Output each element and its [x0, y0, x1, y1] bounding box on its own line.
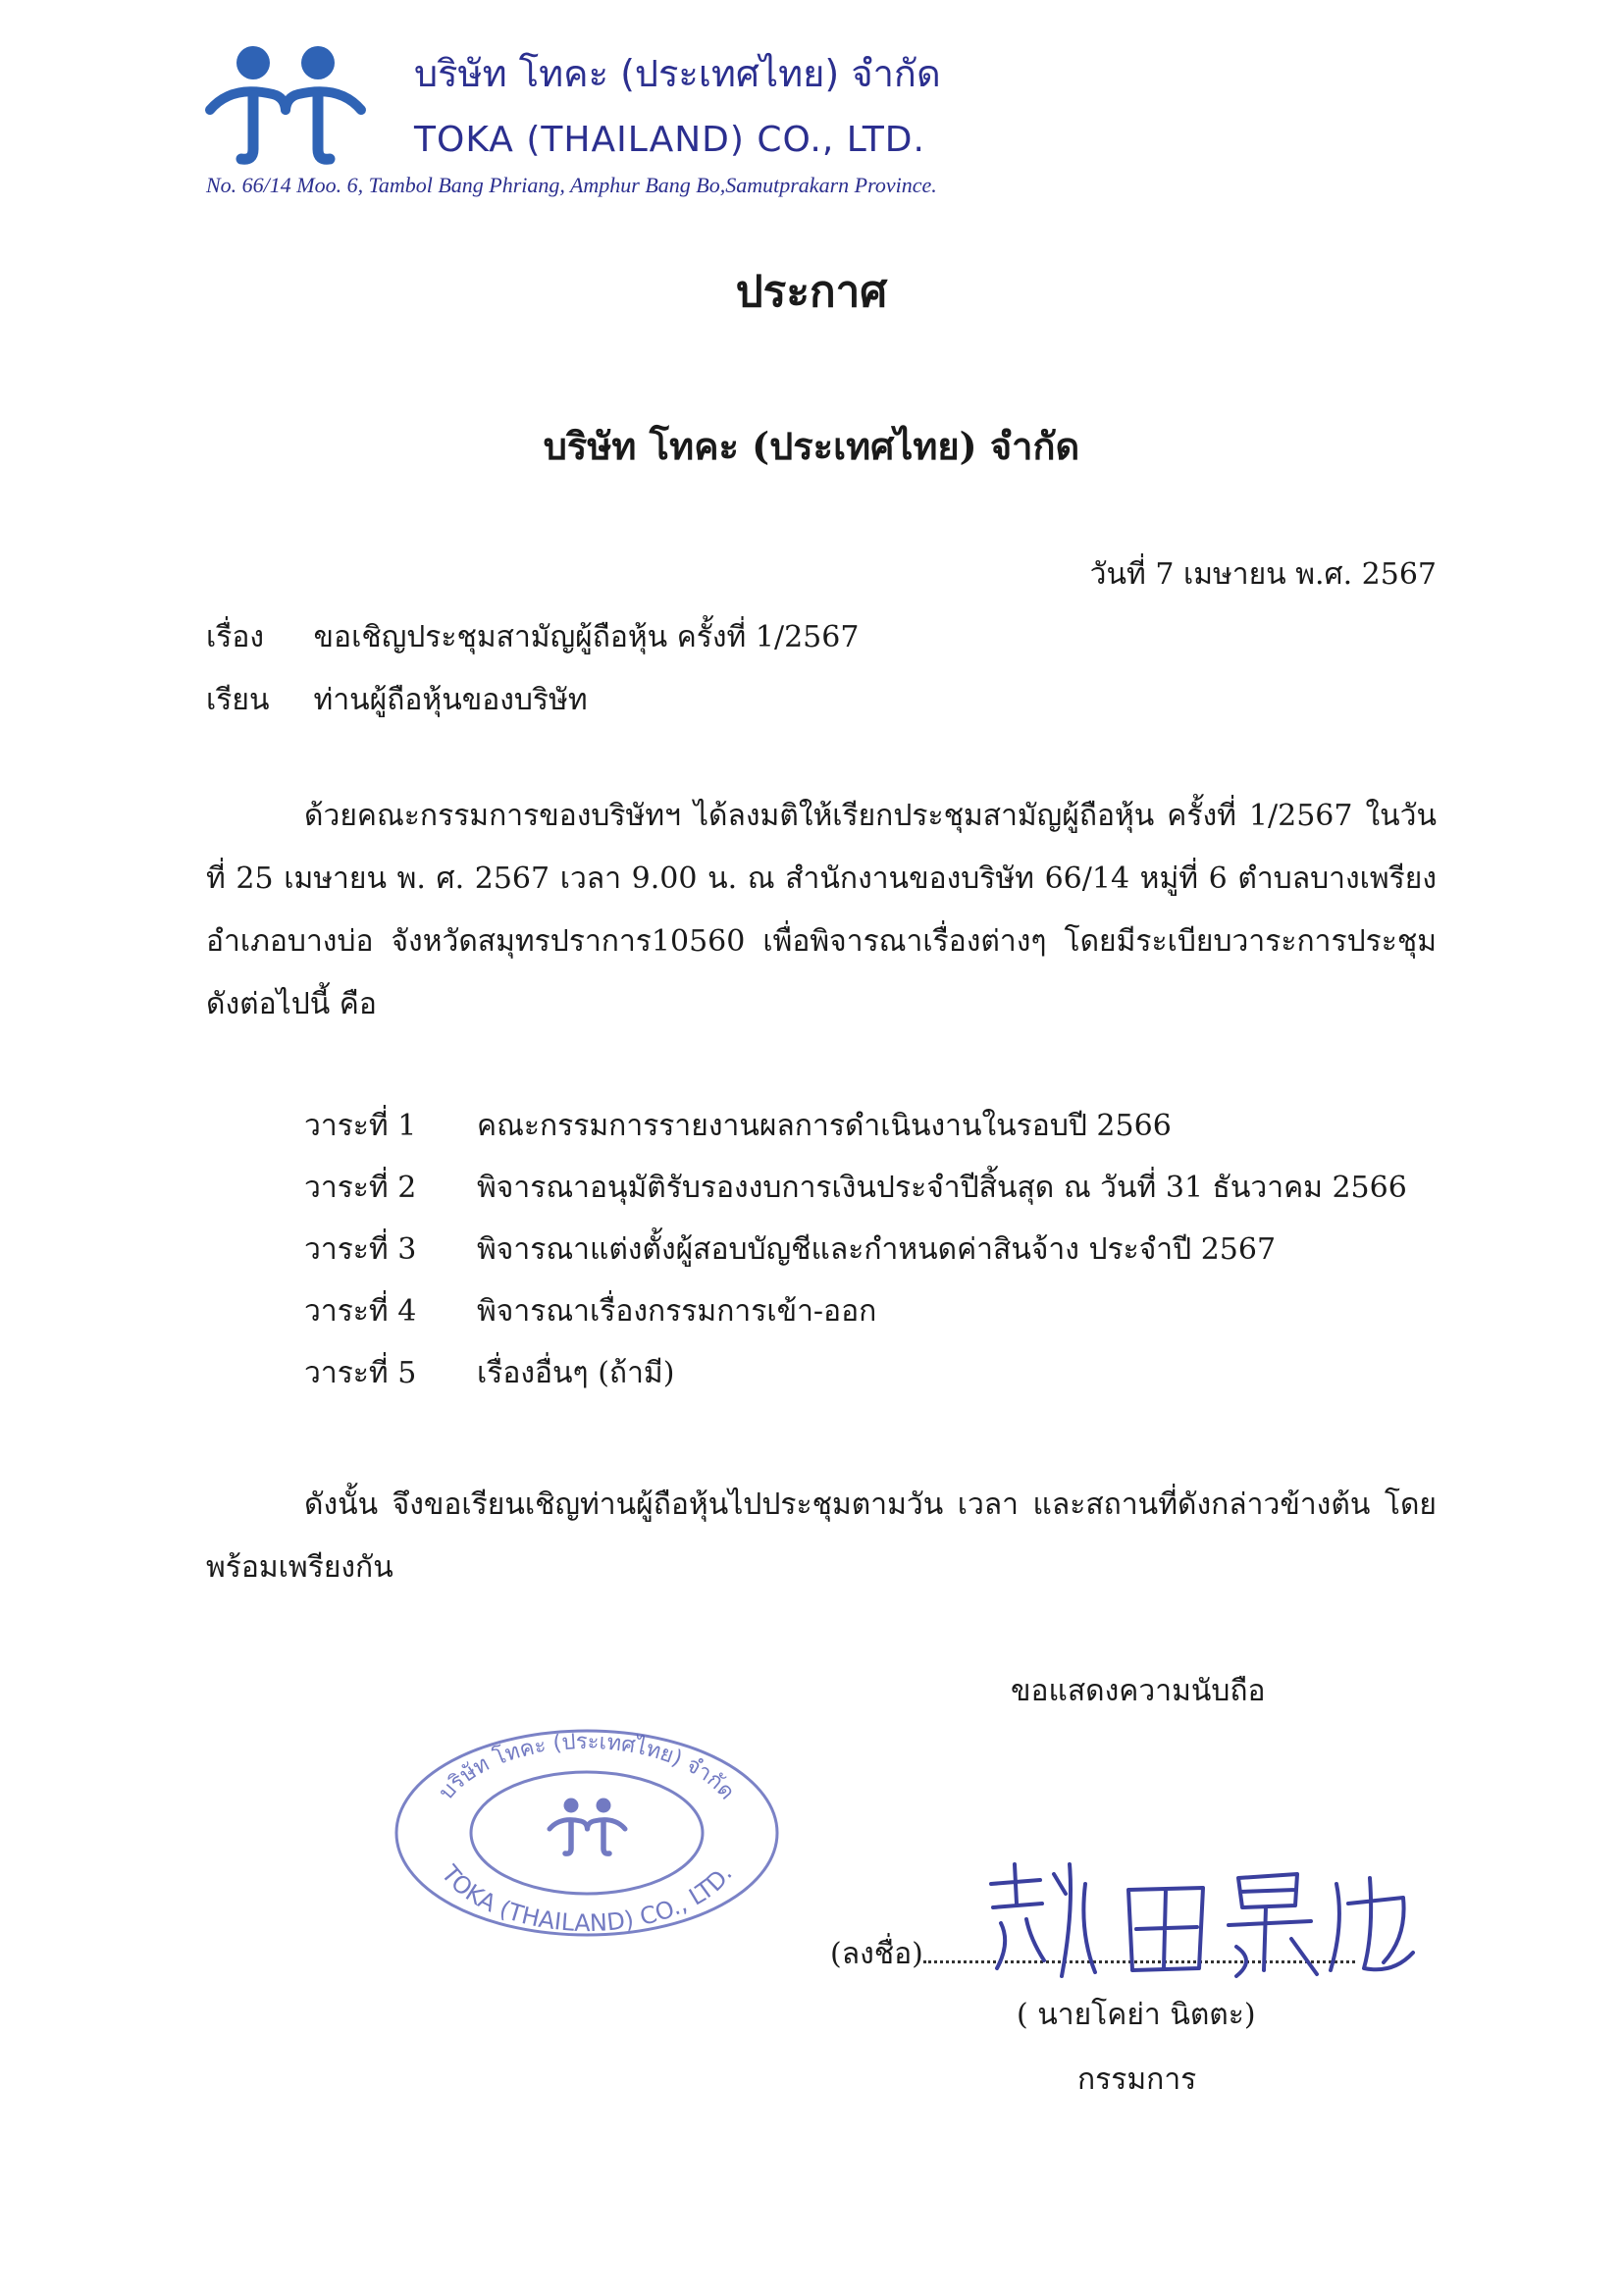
handwritten-signature-icon — [971, 1845, 1423, 1992]
stamp-bottom-text: TOKA (THAILAND) CO., LTD. — [436, 1859, 738, 1938]
company-name-thai: บริษัท โทคะ (ประเทศไทย) จำกัด — [414, 52, 941, 95]
agenda-number: วาระที่ 2 — [304, 1171, 417, 1205]
closing-phrase: ขอแสดงความนับถือ — [1011, 1674, 1266, 1708]
signature-label: (ลงชื่อ) — [830, 1937, 923, 1971]
recipient-text: ท่านผู้ถือหุ้นของบริษัท — [313, 683, 588, 717]
agenda-number: วาระที่ 5 — [304, 1356, 417, 1390]
letter-date: วันที่ 7 เมษายน พ.ศ. 2567 — [1089, 557, 1437, 592]
body-paragraph-1: ด้วยคณะกรรมการของบริษัทฯ ได้ลงมติให้เรียกประชุมสามัญผู้ถือหุ้น ครั้งที่ 1/2567 ในวันที่ 25 เมษายน พ. ศ. 2567 เวลา 9.00 น. ณ สำนักงานของบริษัท 66/14 หมู่ที่ 6 ตำบลบางเพรียง อำเภอบางบ่อ จังหวัดสมุทรปราการ10560 เพื่อพิจารณาเรื่องต่างๆ โดยมีระเบียบวาระการประชุม ดังต่อไปนี้ คือ — [206, 799, 1437, 1021]
company-address: No. 66/14 Moo. 6, Tambol Bang Phriang, Amphur Bang Bo,Samutprakarn Province. — [206, 173, 937, 197]
signer-title: กรรมการ — [1077, 2062, 1197, 2097]
agenda-list — [304, 1103, 1482, 1412]
svg-text:TOKA (THAILAND) CO., LTD. — [436, 1859, 738, 1937]
agenda-text: เรื่องอื่นๆ (ถ้ามี) — [477, 1356, 675, 1390]
subject-label: เรื่อง — [206, 620, 265, 654]
body-paragraph-2: ดังนั้น จึงขอเรียนเชิญท่านผู้ถือหุ้นไปประชุมตามวัน เวลา และสถานที่ดังกล่าวข้างต้น โดยพร้อมเพรียงกัน — [206, 1487, 1437, 1585]
letterhead — [196, 39, 1472, 206]
svg-text:บริษัท โทคะ (ประเทศไทย) จำกัด — [435, 1730, 740, 1804]
agenda-text: คณะกรรมการรายงานผลการดำเนินงานในรอบปี 2566 — [477, 1109, 1172, 1143]
agenda-item — [304, 1350, 1482, 1412]
agenda-item — [304, 1103, 1482, 1165]
agenda-number: วาระที่ 4 — [304, 1294, 417, 1329]
company-name-english: TOKA (THAILAND) CO., LTD. — [414, 120, 925, 160]
company-heading: บริษัท โทคะ (ประเทศไทย) จำกัด — [543, 424, 1080, 468]
recipient-line — [206, 677, 588, 723]
subject-text: ขอเชิญประชุมสามัญผู้ถือหุ้น ครั้งที่ 1/2567 — [313, 620, 860, 654]
agenda-text: พิจารณาอนุมัติรับรองงบการเงินประจำปีสิ้นสุด ณ วันที่ 31 ธันวาคม 2566 — [477, 1171, 1407, 1205]
agenda-item — [304, 1226, 1482, 1288]
stamp-top-text: บริษัท โทคะ (ประเทศไทย) จำกัด — [434, 1729, 740, 1805]
agenda-item — [304, 1288, 1482, 1350]
signer-name: ( นายโคย่า นิตตะ) — [1017, 1998, 1256, 2032]
subject-line — [206, 614, 859, 660]
company-logo-icon — [202, 39, 379, 167]
agenda-text: พิจารณาแต่งตั้งผู้สอบบัญชีและกำหนดค่าสินจ้าง ประจำปี 2567 — [477, 1232, 1277, 1267]
company-stamp-icon — [391, 1723, 783, 1939]
agenda-number: วาระที่ 1 — [304, 1109, 417, 1143]
recipient-label: เรียน — [206, 683, 270, 717]
agenda-text: พิจารณาเรื่องกรรมการเข้า-ออก — [477, 1294, 877, 1329]
announcement-heading: ประกาศ — [735, 267, 888, 317]
agenda-item — [304, 1165, 1482, 1226]
agenda-number: วาระที่ 3 — [304, 1232, 417, 1267]
